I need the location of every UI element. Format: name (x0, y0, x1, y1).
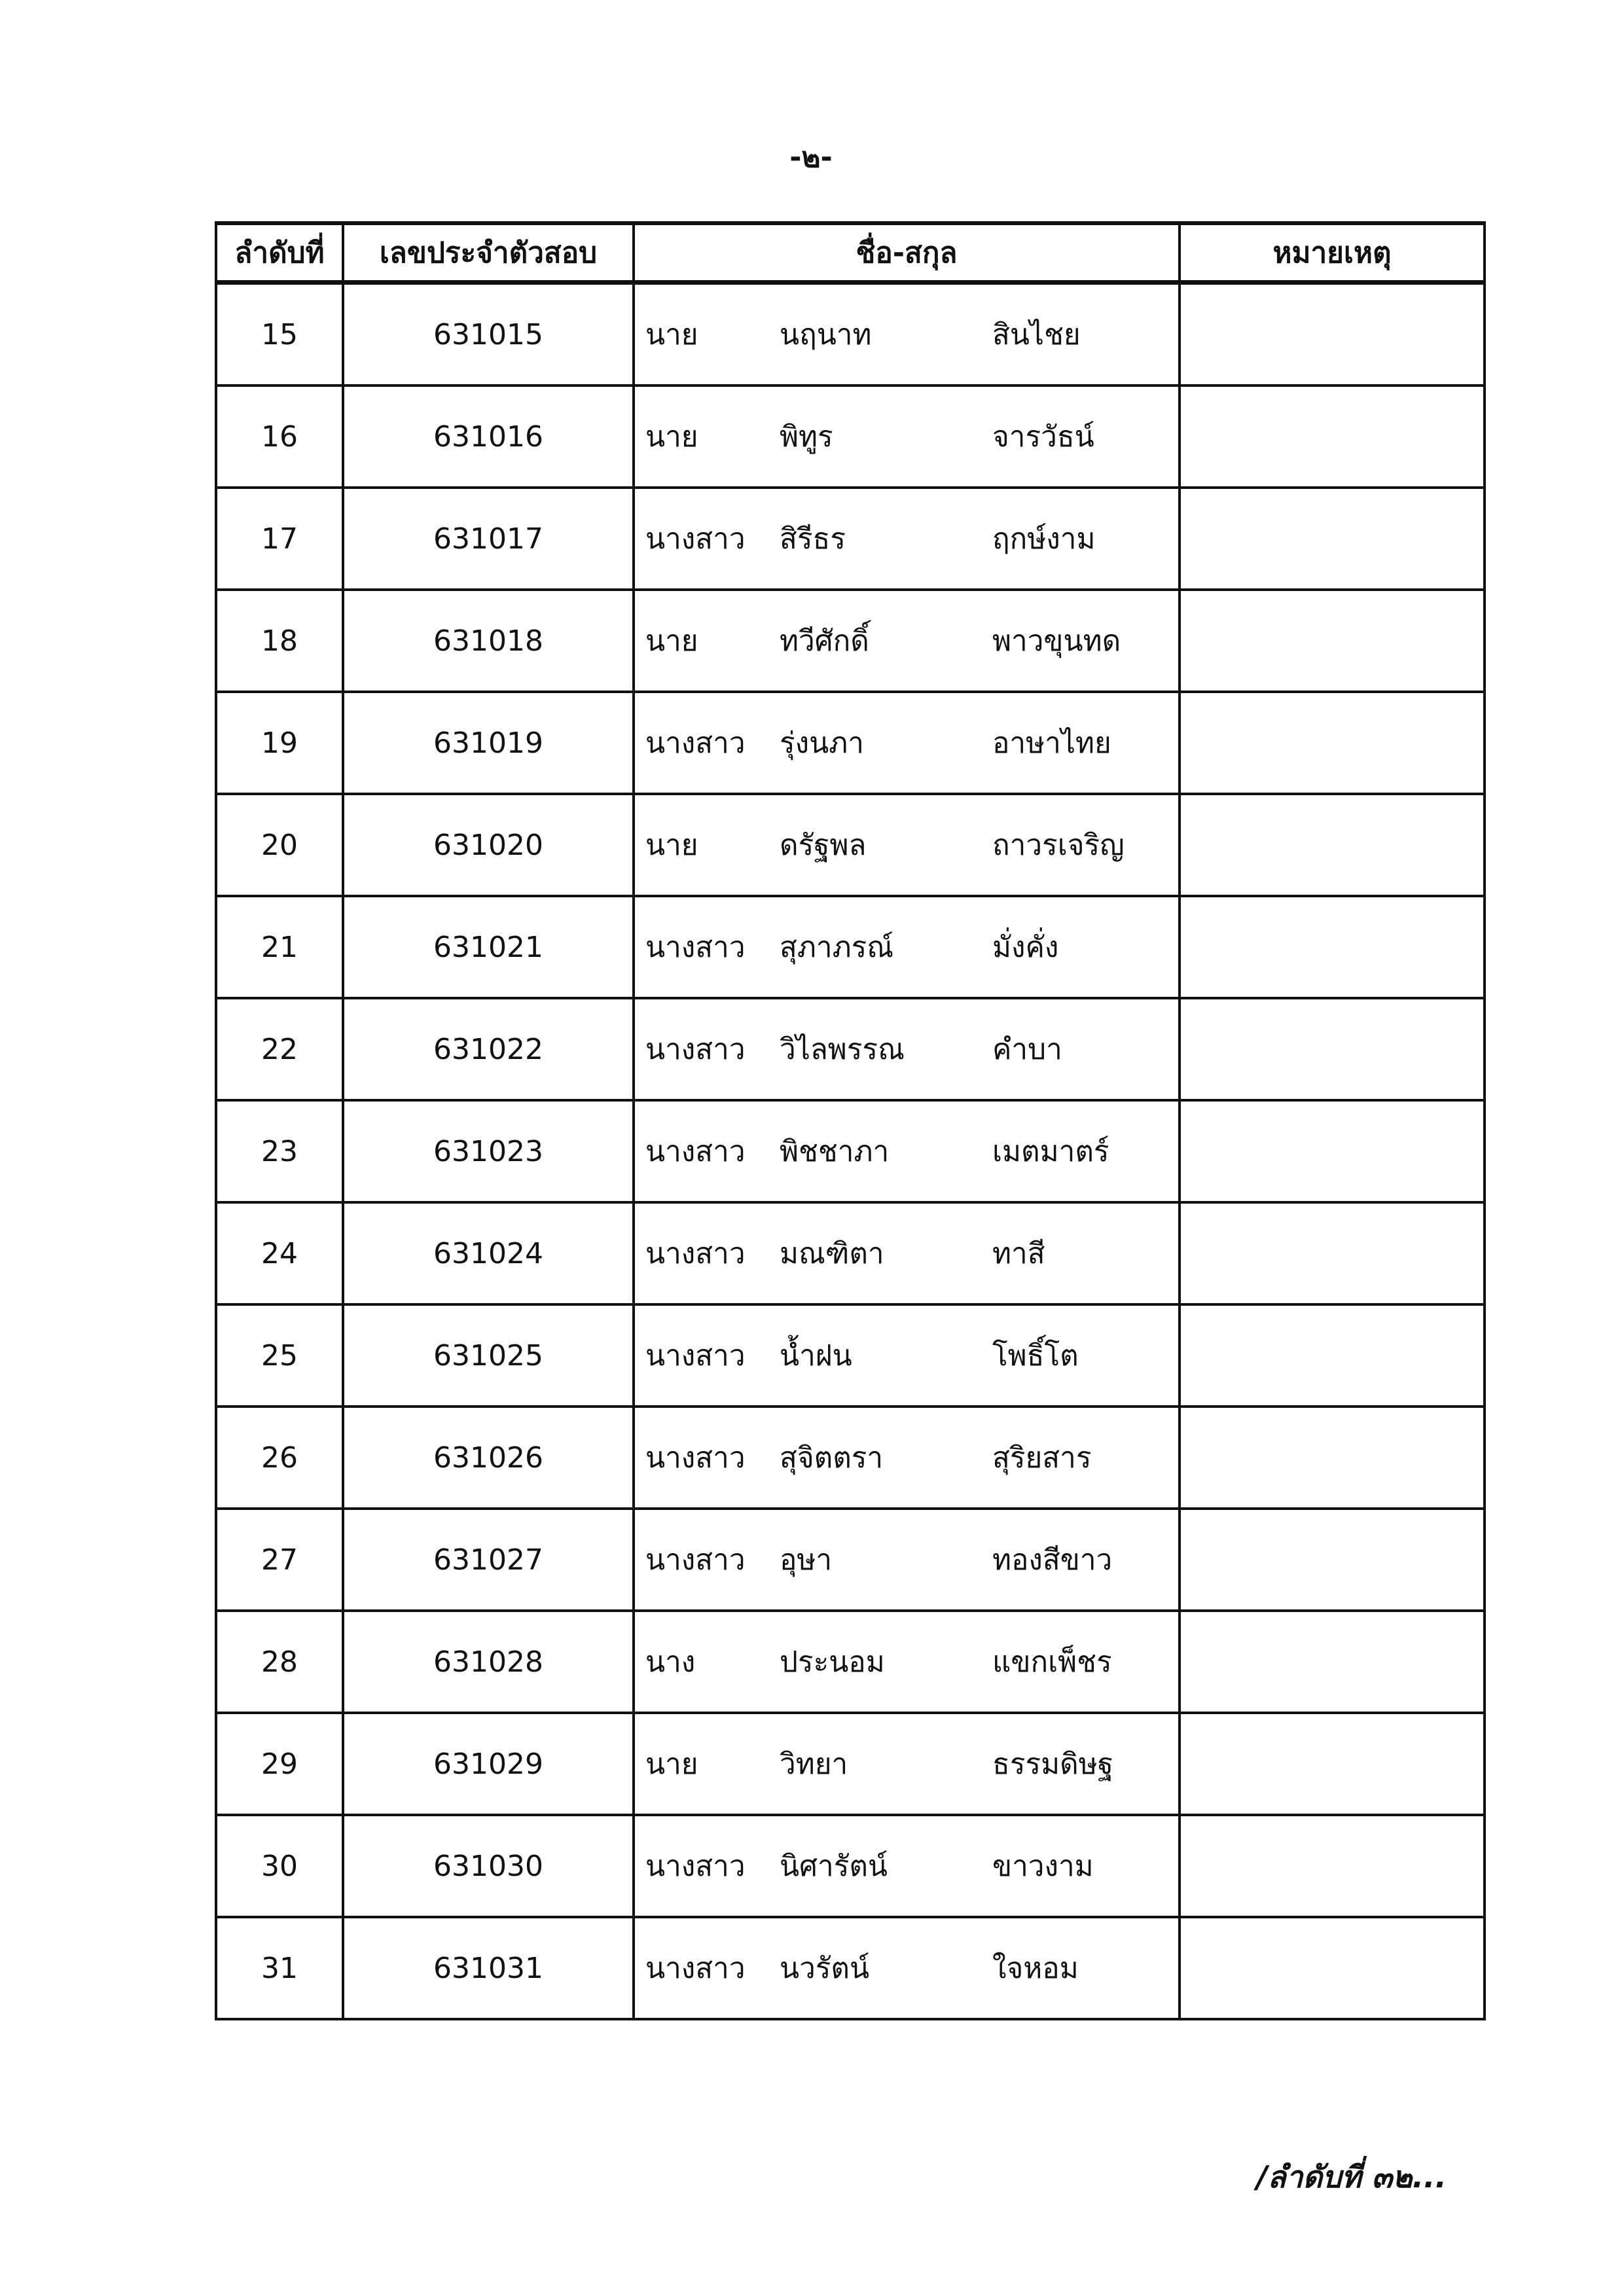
seq-cell: 18 (216, 590, 343, 692)
first-name: พิชชาภา (780, 1135, 890, 1168)
first-name: สิรีธร (780, 522, 846, 556)
first-name: พิทูร (780, 420, 833, 454)
last-name: แขกเพ็ชร (992, 1645, 1112, 1679)
exam-id-cell: 631016 (343, 386, 634, 488)
last-name: มั่งคั่ง (992, 931, 1059, 964)
exam-id-cell: 631018 (343, 590, 634, 692)
name-title: นาง (645, 1645, 696, 1679)
page-number: -๒- (789, 141, 833, 174)
last-name: ขาวงาม (992, 1850, 1094, 1883)
header-remark: หมายเหตุ (1180, 223, 1485, 283)
first-name: วิทยา (780, 1748, 848, 1781)
remark-cell (1180, 1611, 1485, 1713)
table-header-row (216, 223, 1485, 283)
table-row (216, 692, 1485, 794)
full-name-cell (634, 1917, 1180, 2019)
name-title: นาย (645, 318, 698, 351)
name-title: นาย (645, 624, 698, 658)
first-name: สุจิตตรา (780, 1441, 884, 1475)
table-row (216, 488, 1485, 590)
exam-id-cell: 631026 (343, 1407, 634, 1509)
name-title: นางสาว (645, 1135, 746, 1168)
last-name: ทองสีขาว (992, 1543, 1113, 1577)
candidate-table (215, 221, 1486, 2020)
first-name: ทวีศักดิ์ (780, 624, 869, 658)
name-title: นางสาว (645, 1543, 746, 1577)
remark-cell (1180, 1509, 1485, 1611)
remark-cell (1180, 488, 1485, 590)
table-row (216, 998, 1485, 1100)
header-exam-id: เลขประจำตัวสอบ (343, 223, 634, 283)
name-title: นางสาว (645, 931, 746, 964)
seq-cell: 25 (216, 1304, 343, 1407)
last-name: สินไชย (992, 318, 1081, 351)
seq-cell: 21 (216, 896, 343, 998)
full-name-cell (634, 590, 1180, 692)
table-body (216, 283, 1485, 2020)
last-name: ทาสี (992, 1237, 1045, 1270)
exam-id-cell: 631027 (343, 1509, 634, 1611)
exam-id-cell: 631028 (343, 1611, 634, 1713)
last-name: ฤกษ์งาม (992, 522, 1096, 556)
remark-cell (1180, 896, 1485, 998)
name-title: นาย (645, 420, 698, 454)
seq-cell: 27 (216, 1509, 343, 1611)
table-row (216, 1815, 1485, 1917)
remark-cell (1180, 1100, 1485, 1202)
last-name: อาษาไทย (992, 726, 1111, 760)
exam-id-cell: 631017 (343, 488, 634, 590)
exam-id-cell: 631030 (343, 1815, 634, 1917)
seq-cell: 31 (216, 1917, 343, 2019)
full-name-cell (634, 1713, 1180, 1815)
full-name-cell (634, 283, 1180, 386)
remark-cell (1180, 692, 1485, 794)
last-name: สุริยสาร (992, 1441, 1092, 1475)
first-name: ดรัฐพล (780, 829, 867, 862)
last-name: จารวัธน์ (992, 420, 1094, 454)
table-row (216, 386, 1485, 488)
name-title: นาย (645, 829, 698, 862)
seq-cell: 15 (216, 283, 343, 386)
full-name-cell (634, 386, 1180, 488)
seq-cell: 22 (216, 998, 343, 1100)
exam-id-cell: 631020 (343, 794, 634, 896)
table-row (216, 1611, 1485, 1713)
last-name: ใจหอม (992, 1952, 1079, 1985)
remark-cell (1180, 1407, 1485, 1509)
seq-cell: 20 (216, 794, 343, 896)
first-name: สุภาภรณ์ (780, 931, 894, 964)
full-name-cell (634, 794, 1180, 896)
name-title: นางสาว (645, 1339, 746, 1372)
table-row (216, 1407, 1485, 1509)
remark-cell (1180, 794, 1485, 896)
first-name: น้ำฝน (780, 1339, 852, 1372)
remark-cell (1180, 1202, 1485, 1304)
last-name: ถาวรเจริญ (992, 829, 1125, 862)
remark-cell (1180, 998, 1485, 1100)
seq-cell: 19 (216, 692, 343, 794)
last-name: เมตมาตร์ (992, 1135, 1109, 1168)
first-name: นฤนาท (780, 318, 872, 351)
name-title: นาย (645, 1748, 698, 1781)
remark-cell (1180, 1713, 1485, 1815)
full-name-cell (634, 1815, 1180, 1917)
full-name-cell (634, 1509, 1180, 1611)
table-row (216, 794, 1485, 896)
full-name-cell (634, 1202, 1180, 1304)
full-name-cell (634, 998, 1180, 1100)
full-name-cell (634, 692, 1180, 794)
first-name: ประนอม (780, 1645, 885, 1679)
full-name-cell (634, 1611, 1180, 1713)
seq-cell: 23 (216, 1100, 343, 1202)
seq-cell: 16 (216, 386, 343, 488)
remark-cell (1180, 590, 1485, 692)
last-name: พาวขุนทด (992, 624, 1121, 658)
seq-cell: 24 (216, 1202, 343, 1304)
table-row (216, 1917, 1485, 2019)
name-title: นางสาว (645, 1850, 746, 1883)
name-title: นางสาว (645, 726, 746, 760)
table-row (216, 1713, 1485, 1815)
name-title: นางสาว (645, 1441, 746, 1475)
exam-id-cell: 631025 (343, 1304, 634, 1407)
remark-cell (1180, 283, 1485, 386)
last-name: โพธิ์โต (992, 1339, 1079, 1372)
full-name-cell (634, 1100, 1180, 1202)
first-name: วิไลพรรณ (780, 1033, 905, 1066)
seq-cell: 17 (216, 488, 343, 590)
remark-cell (1180, 386, 1485, 488)
exam-id-cell: 631021 (343, 896, 634, 998)
last-name: ธรรมดิษฐ (992, 1748, 1113, 1781)
full-name-cell (634, 896, 1180, 998)
seq-cell: 26 (216, 1407, 343, 1509)
exam-id-cell: 631022 (343, 998, 634, 1100)
table-row (216, 896, 1485, 998)
seq-cell: 29 (216, 1713, 343, 1815)
full-name-cell (634, 1407, 1180, 1509)
first-name: อุษา (780, 1543, 833, 1577)
header-seq: ลำดับที่ (216, 223, 343, 283)
full-name-cell (634, 488, 1180, 590)
first-name: นวรัตน์ (780, 1952, 870, 1985)
first-name: นิศารัตน์ (780, 1850, 888, 1883)
table-row (216, 1304, 1485, 1407)
exam-id-cell: 631024 (343, 1202, 634, 1304)
table-row (216, 283, 1485, 386)
table-row (216, 1100, 1485, 1202)
name-title: นางสาว (645, 1952, 746, 1985)
continuation-note: /ลำดับที่ ๓๒... (1256, 2159, 1447, 2195)
seq-cell: 30 (216, 1815, 343, 1917)
exam-id-cell: 631029 (343, 1713, 634, 1815)
exam-id-cell: 631015 (343, 283, 634, 386)
name-title: นางสาว (645, 1033, 746, 1066)
remark-cell (1180, 1917, 1485, 2019)
table-row (216, 590, 1485, 692)
first-name: รุ่งนภา (780, 726, 864, 760)
name-title: นางสาว (645, 522, 746, 556)
table-row (216, 1509, 1485, 1611)
exam-id-cell: 631019 (343, 692, 634, 794)
seq-cell: 28 (216, 1611, 343, 1713)
remark-cell (1180, 1815, 1485, 1917)
exam-id-cell: 631023 (343, 1100, 634, 1202)
exam-id-cell: 631031 (343, 1917, 634, 2019)
table-row (216, 1202, 1485, 1304)
name-title: นางสาว (645, 1237, 746, 1270)
remark-cell (1180, 1304, 1485, 1407)
first-name: มณฑิตา (780, 1237, 884, 1270)
full-name-cell (634, 1304, 1180, 1407)
header-full-name: ชื่อ-สกุล (634, 223, 1180, 283)
last-name: คำบา (992, 1033, 1062, 1066)
